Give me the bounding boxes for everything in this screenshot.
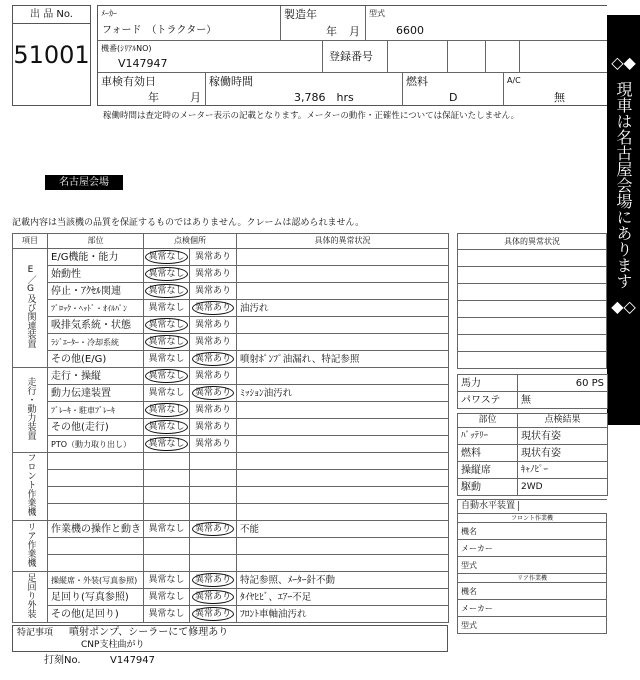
no-issue-option: 異常なし (148, 302, 185, 313)
issue-option: 異常あり (192, 301, 234, 315)
check-ng[interactable] (190, 283, 237, 300)
vehicle-info (97, 5, 607, 106)
group-label-text: 走行・動力装置 (25, 376, 36, 440)
check-ng[interactable] (190, 351, 237, 368)
table-row (13, 521, 449, 538)
issue-detail (237, 504, 449, 521)
no-issue-option: 異常なし (148, 608, 185, 619)
check-ok[interactable] (144, 385, 190, 402)
reg-cell (520, 41, 608, 73)
check-part: 操縦席 (458, 462, 518, 479)
part-name: 吸排気系統・状態 (48, 317, 144, 334)
check-part: 燃料 (458, 445, 518, 462)
group-label (13, 572, 48, 623)
inspect-month-unit: 月 (190, 91, 201, 104)
part-name: E/G機能・能力 (48, 249, 144, 266)
auto-level-label: 自動水平装置 (458, 500, 607, 514)
check-ok[interactable] (144, 419, 190, 436)
issue-option: 異常あり (194, 268, 231, 279)
issue-detail (237, 538, 449, 555)
part-name: その他(足回り) (48, 606, 144, 623)
header-row (13, 234, 449, 249)
group-label (13, 368, 48, 453)
issue-option: 異常あり (194, 404, 231, 415)
serial-value: V147947 (118, 57, 168, 70)
check-ng[interactable] (190, 572, 237, 589)
model-label: 型式 (369, 9, 385, 18)
no-issue-option: 異常なし (148, 387, 185, 398)
check-ok[interactable] (144, 470, 190, 487)
check-part: ﾊﾞｯﾃﾘｰ (458, 428, 518, 445)
group-label-text: 足回り外装 (25, 572, 36, 618)
part-name: 始動性 (48, 266, 144, 283)
front-header: フロント作業機 (458, 514, 607, 523)
issue-detail (237, 555, 449, 572)
part-name: 動力伝達装置 (48, 385, 144, 402)
diamond-icon: ◇◆ (611, 53, 636, 72)
check-ng[interactable] (190, 419, 237, 436)
check-part: 駆動 (458, 479, 518, 496)
part-name (48, 538, 144, 555)
check-ok[interactable] (144, 487, 190, 504)
check-ok[interactable] (144, 555, 190, 572)
table-row (13, 504, 449, 521)
table-row (13, 368, 449, 385)
check-ng[interactable] (190, 453, 237, 470)
remarks-line: 噴射ポンプ、シーラーにて修理あり (69, 627, 229, 638)
issue-detail: 特記参照、ﾒｰﾀｰ針不動 (237, 572, 449, 589)
issue-option: 異常あり (192, 607, 234, 621)
issue-detail (237, 283, 449, 300)
table-row (13, 249, 449, 266)
ps-label: パワステ (458, 392, 518, 409)
table-row (13, 266, 449, 283)
part-name: その他(走行) (48, 419, 144, 436)
table-row (13, 317, 449, 334)
issue-option: 異常あり (194, 421, 231, 432)
check-ok[interactable] (144, 521, 190, 538)
table-row (13, 419, 449, 436)
part-name: 走行・操縦 (48, 368, 144, 385)
table-row (13, 334, 449, 351)
issue-detail (237, 249, 449, 266)
detail-row (458, 284, 607, 301)
part-name (48, 470, 144, 487)
issue-detail: ﾀｲﾔﾋﾋﾞ、ｴｱｰ不足 (237, 589, 449, 606)
check-ok[interactable] (144, 538, 190, 555)
check-ng[interactable] (190, 300, 237, 317)
check-ok[interactable] (144, 249, 190, 266)
check-result: 現状有姿 (518, 428, 608, 445)
maker-value: フォード （トラクター） (102, 25, 217, 36)
inspect-year-unit: 年 (148, 91, 159, 104)
part-name: その他(E/G) (48, 351, 144, 368)
check-result: 2WD (518, 479, 608, 496)
field-label: 型式 (458, 617, 607, 634)
check-ok[interactable] (144, 351, 190, 368)
check-ok[interactable] (144, 317, 190, 334)
ac-value: 無 (554, 91, 565, 104)
issue-option: 異常あり (192, 590, 234, 604)
check-ng[interactable] (190, 249, 237, 266)
check-ng[interactable] (190, 555, 237, 572)
table-row (13, 351, 449, 368)
check-ng[interactable] (190, 368, 237, 385)
check-ok[interactable] (144, 606, 190, 623)
check-ok[interactable] (144, 368, 190, 385)
field-label: メーカー (458, 540, 607, 557)
issue-detail: 噴射ﾎﾟﾝﾌﾟ油漏れ、特記参照 (237, 351, 449, 368)
check-ok[interactable] (144, 266, 190, 283)
lot-number-box (12, 5, 91, 106)
table-row (13, 453, 449, 470)
table-row (13, 402, 449, 419)
issue-option: 異常あり (194, 285, 231, 296)
check-ng[interactable] (190, 334, 237, 351)
attachment-table (457, 499, 607, 634)
check-ng[interactable] (190, 589, 237, 606)
column-header: 具体的異常状況 (237, 234, 449, 249)
field-label: 機名 (458, 523, 607, 540)
table-row (13, 589, 449, 606)
table-row (13, 538, 449, 555)
part-name: ﾌﾞﾚｰｷ・駐車ﾌﾞﾚｰｷ (48, 402, 144, 419)
reg-cell (448, 41, 486, 73)
check-ok[interactable] (144, 504, 190, 521)
part-name: 停止・ｱｸｾﾙ関連 (48, 283, 144, 300)
group-label (13, 249, 48, 368)
reg-label: 登録番号 (329, 50, 373, 63)
issue-option: 異常あり (194, 438, 231, 449)
check-ng[interactable] (190, 317, 237, 334)
table-row (13, 572, 449, 589)
no-issue-option: 異常なし (145, 250, 187, 264)
fuel-label: 燃料 (406, 75, 428, 88)
lot-label: 出 品 No. (13, 6, 90, 24)
part-name: 足回り(写真参照) (48, 589, 144, 606)
table-row (13, 436, 449, 453)
check-ok[interactable] (144, 436, 190, 453)
no-issue-option: 異常なし (148, 591, 185, 602)
issue-detail (237, 368, 449, 385)
issue-detail (237, 453, 449, 470)
check-ng[interactable] (190, 521, 237, 538)
table-row (13, 300, 449, 317)
detail-row (458, 267, 607, 284)
no-issue-option: 異常なし (145, 335, 187, 349)
no-issue-option: 異常なし (145, 267, 187, 281)
table-row (13, 487, 449, 504)
issue-detail: 油汚れ (237, 300, 449, 317)
check-ng[interactable] (190, 402, 237, 419)
hours-notice: 稼働時間は査定時のメーター表示の記載となります。メーターの動作・正確性については保証いたしません。 (103, 111, 520, 121)
issue-detail (237, 487, 449, 504)
stamp-label: 打刻No. (44, 655, 81, 666)
check-ng[interactable] (190, 504, 237, 521)
part-name (48, 453, 144, 470)
detail-row (458, 318, 607, 335)
group-label (13, 453, 48, 521)
check-result: ｷｬﾉﾋﾟｰ (518, 462, 608, 479)
group-label (13, 521, 48, 572)
column-header: 点検個所 (144, 234, 237, 249)
table-row (13, 555, 449, 572)
check-ng[interactable] (190, 436, 237, 453)
year-label: 製造年 (284, 8, 317, 21)
remarks-box (12, 625, 448, 652)
part-name (48, 555, 144, 572)
issue-detail (237, 470, 449, 487)
no-issue-option: 異常なし (145, 369, 187, 383)
column-header: 部位 (48, 234, 144, 249)
reg-cell (486, 41, 520, 73)
no-issue-option: 異常なし (148, 523, 185, 534)
no-issue-option: 異常なし (148, 574, 185, 585)
group-label-text: フロント作業機 (25, 453, 36, 516)
table-row (13, 470, 449, 487)
issue-detail: ﾌﾛﾝﾄ車軸油汚れ (237, 606, 449, 623)
power-table (457, 374, 608, 409)
check-ng[interactable] (190, 487, 237, 504)
part-name (48, 504, 144, 521)
check-ng[interactable] (190, 470, 237, 487)
check-ng[interactable] (190, 538, 237, 555)
issue-detail (237, 334, 449, 351)
detail-row (458, 301, 607, 318)
check-table (457, 413, 608, 496)
ps-value: 無 (518, 392, 608, 409)
inspection-table (12, 233, 449, 623)
venue-label: 名古屋会場 (45, 175, 123, 190)
check-ok[interactable] (144, 589, 190, 606)
detail-row (458, 335, 607, 352)
table-row (13, 385, 449, 402)
part-name: ﾗｼﾞｴｰﾀｰ・冷却系統 (48, 334, 144, 351)
group-label-text: E／G及び関連装置 (25, 264, 36, 348)
field-label: 機名 (458, 583, 607, 600)
fuel-value: D (449, 91, 458, 104)
no-issue-option: 異常なし (145, 403, 187, 417)
issue-option: 異常あり (194, 336, 231, 347)
issue-option: 異常あり (192, 386, 234, 400)
issue-detail (237, 419, 449, 436)
stamp-value: V147947 (110, 655, 156, 666)
location-banner (607, 15, 640, 425)
table-row (13, 283, 449, 300)
hp-label: 馬力 (458, 375, 518, 392)
issue-detail: 不能 (237, 521, 449, 538)
field-label: 型式 (458, 557, 607, 574)
check-ng[interactable] (190, 385, 237, 402)
no-issue-option: 異常なし (145, 437, 187, 451)
part-name: PTO（動力取り出し） (48, 436, 144, 453)
hours-label: 稼働時間 (209, 75, 253, 88)
check-ok[interactable] (144, 283, 190, 300)
issue-option: 異常あり (194, 370, 231, 381)
check-header: 点検結果 (518, 414, 608, 428)
issue-detail: ﾐｯｼｮﾝ油汚れ (237, 385, 449, 402)
model-value: 6600 (396, 24, 424, 37)
reg-cell (388, 41, 448, 73)
issue-option: 異常あり (194, 251, 231, 262)
disclaimer: 記載内容は当該機の品質を保証するものではありません。クレームは認められません。 (12, 218, 365, 228)
check-ok[interactable] (144, 300, 190, 317)
issue-option: 異常あり (192, 522, 234, 536)
no-issue-option: 異常なし (148, 353, 185, 364)
ac-label: A/C (507, 76, 521, 85)
column-header: 項目 (13, 234, 48, 249)
serial-label: 機番(ｼﾘｱﾙNO) (101, 44, 152, 53)
group-label-text: リア作業機 (25, 521, 36, 567)
detail-row (458, 352, 607, 369)
issue-option: 異常あり (192, 573, 234, 587)
inspect-label: 車検有効日 (101, 75, 156, 88)
hp-value: 60 PS (518, 375, 608, 392)
year-unit: 年 (326, 25, 337, 38)
no-issue-option: 異常なし (145, 420, 187, 434)
table-row (13, 606, 449, 623)
issue-option: 異常あり (194, 319, 231, 330)
part-name: 作業機の操作と動き (48, 521, 144, 538)
remarks-line: CNP支柱曲がり (81, 640, 145, 650)
remarks-label: 特記事項 (17, 628, 54, 638)
issue-option: 異常あり (192, 352, 234, 366)
detail-header: 具体的異常状況 (458, 234, 607, 250)
diamond-icon: ◆◇ (611, 297, 636, 316)
check-ok[interactable] (144, 402, 190, 419)
detail-table (457, 233, 607, 369)
check-ng[interactable] (190, 606, 237, 623)
check-header: 部位 (458, 414, 518, 428)
no-issue-option: 異常なし (145, 318, 187, 332)
maker-label: ﾒｰｶｰ (101, 9, 117, 18)
rear-header: リア作業機 (458, 574, 607, 583)
issue-detail (237, 317, 449, 334)
no-issue-option: 異常なし (145, 284, 187, 298)
check-ok[interactable] (144, 453, 190, 470)
detail-row (458, 250, 607, 267)
month-unit: 月 (349, 25, 360, 38)
lot-number: 51001 (13, 41, 90, 69)
hours-value: 3,786 hrs (294, 91, 354, 104)
banner-text: 現車は名古屋会場にあります (614, 81, 633, 289)
check-ng[interactable] (190, 266, 237, 283)
part-name (48, 487, 144, 504)
part-name: 操縦席・外装(写真参照) (48, 572, 144, 589)
issue-detail (237, 402, 449, 419)
check-ok[interactable] (144, 572, 190, 589)
field-label: メーカー (458, 600, 607, 617)
issue-detail (237, 266, 449, 283)
check-result: 現状有姿 (518, 445, 608, 462)
part-name: ﾌﾞﾛｯｸ・ﾍｯﾄﾞ・ｵｲﾙﾊﾟﾝ (48, 300, 144, 317)
check-ok[interactable] (144, 334, 190, 351)
issue-detail (237, 436, 449, 453)
